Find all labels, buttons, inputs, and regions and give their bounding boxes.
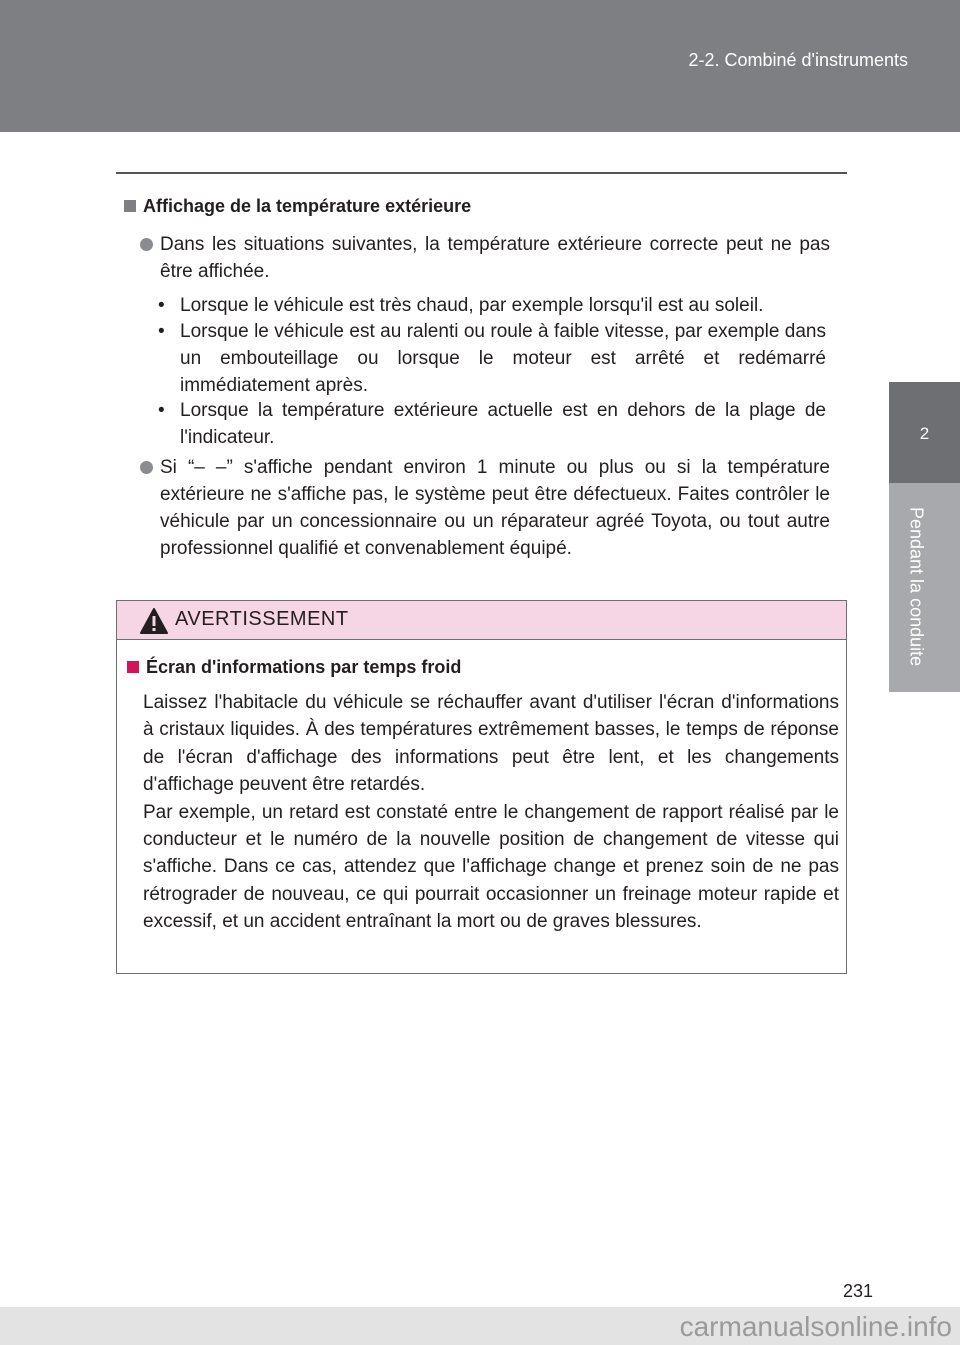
chapter-number: 2 [919,424,930,443]
page-number: 231 [843,1281,874,1301]
bullet-item [140,454,830,562]
sub-item [158,397,826,451]
warning-triangle-icon [139,607,169,635]
warning-subheading [127,657,461,678]
heading-text: Affichage de la température extérieure [143,196,472,216]
sub-item [158,318,826,399]
divider [116,172,847,174]
watermark-text[interactable]: carmanualsonline.info [679,1311,952,1342]
sub-item-text: Lorsque le véhicule est très chaud, par exemple lorsqu'il est au soleil. [180,295,764,316]
warning-header [117,601,846,640]
warning-subheading-text: Écran d'informations par temps froid [146,657,462,677]
chapter-label: Pendant la conduite [906,507,927,667]
sub-item [158,292,826,319]
sub-item-text: Lorsque le véhicule est au ralenti ou roule à faible vitesse, par exemple dans un embouteillage ou lorsque le moteur est arrêté et redémarré immédiatement après. [180,321,826,396]
warning-body [143,689,839,936]
warning-paragraph: Par exemple, un retard est constaté entre le changement de rapport réalisé par le conducteur et le numéro de la nouvelle position de changement de vitesse qui s'affiche. Dans ce cas, attendez que l'affichage change et prenez soin de ne pas rétrograder de nouveau, ce qui pourrait occasionner un freinage moteur rapide et excessif, et un accident entraînant la mort ou de graves blessures. [143,801,839,933]
sub-bullet-mark: • [158,321,165,342]
warning-box [116,600,847,974]
circle-bullet-icon [140,238,153,251]
bullet-item [140,231,830,285]
warning-title: AVERTISSEMENT [175,608,349,630]
bullet-text: Dans les situations suivantes, la température extérieure correcte peut ne pas être affichée. [160,234,830,282]
square-bullet-icon [124,200,136,212]
sub-item-text: Lorsque la température extérieure actuelle est en dehors de la plage de l'indicateur. [180,400,826,448]
sub-bullet-mark: • [158,295,165,316]
sub-bullet-mark: • [158,400,165,421]
square-bullet-icon [127,661,139,673]
bullet-text: Si “– –” s'affiche pendant environ 1 minute ou plus ou si la température extérieure ne s'affiche pas, le système peut être défectueux. Faites contrôler le véhicule par un concessionnaire ou un réparateur agréé Toyota, ou tout autre professionnel qualifié et convenablement équipé. [160,457,830,559]
section-heading [124,196,471,217]
circle-bullet-icon [140,461,153,474]
section-title: 2-2. Combiné d'instruments [688,50,908,70]
warning-paragraph: Laissez l'habitacle du véhicule se réchauffer avant d'utiliser l'écran d'informations à cristaux liquides. À des températures extrêmement basses, le temps de réponse de l'écran d'affichage des informations peut être lent, et les changements d'affichage peuvent être retardés. [143,692,839,796]
